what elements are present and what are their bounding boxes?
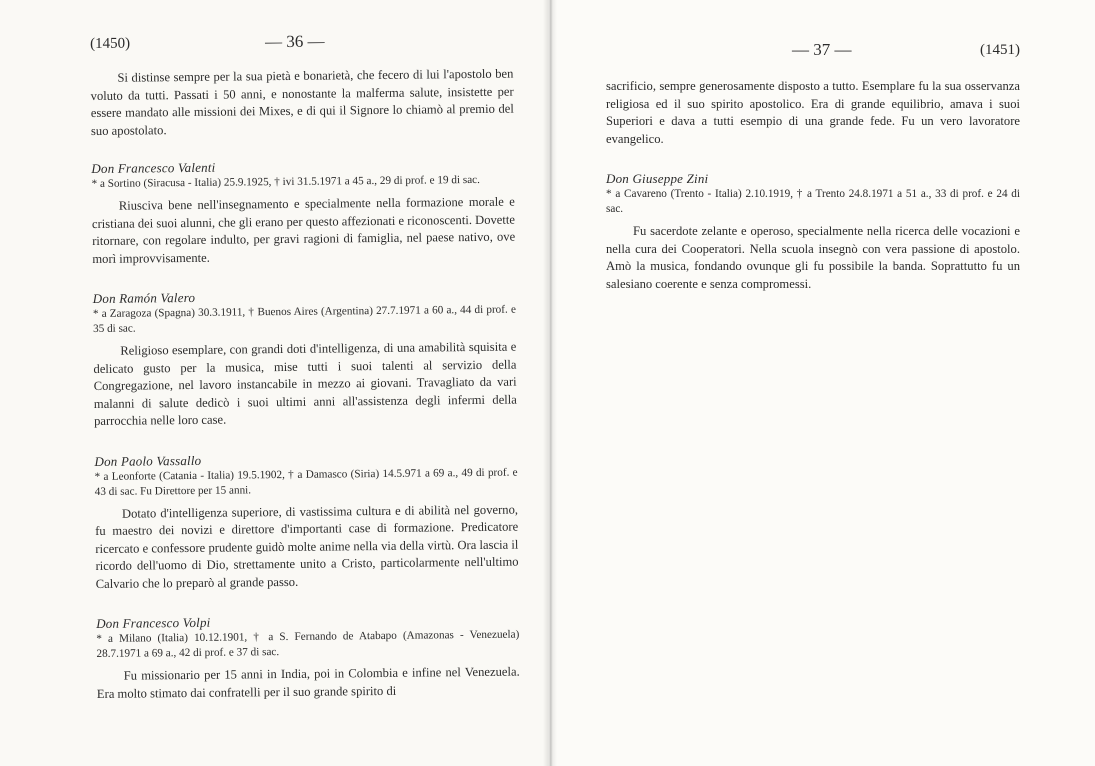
entry-name: Don Francesco Volpi [96, 614, 211, 631]
right-page-content [606, 40, 1020, 293]
right-page-header [606, 40, 1020, 66]
entry-text: Dotato d'intelligenza superiore, di vastissima cultura e di abilità nel governo, fu maestro dei novizi e direttore d'importanti case di formazione. Predicatore ricercato e confessore prudente guidò molte anime nella via della virtù. Ora lascia il ricordo dell'uomo di Dio, strettamente unito a Cristo, particolarmente nell'ultimo Calvario che lo preparò al grande passo. [95, 502, 519, 591]
entry-text: Fu missionario per 15 anni in India, poi in Colombia e infine nel Venezuela. Era molto stimato dai confratelli per il suo grande spirito di [96, 664, 520, 701]
entry-meta: * a Milano (Italia) 10.12.1901, † a S. Fernando de Atabapo (Amazonas - Venezuela) 28.7.1971 a 69 a., 42 di prof. e 37 di sac. [96, 628, 520, 660]
left-page-content [90, 32, 520, 703]
entry-meta: * a Cavareno (Trento - Italia) 2.10.1919, † a Trento 24.8.1971 a 51 a., 33 di prof. e 24 di sac. [606, 188, 1020, 215]
entry-text: Riusciva bene nell'insegnamento e specialmente nella formazione morale e cristiana dei suoi alunni, che gli erano per questo affezionati e riconoscenti. Dovette ritornare, con regolare indulto, per gravi ragioni di famiglia, nel paese nativo, ove morì improvvisamente. [91, 194, 516, 266]
obituary-entry-volpi [96, 611, 520, 703]
entry-name: Don Giuseppe Zini [606, 171, 709, 186]
left-page-number: — 36 — [264, 31, 325, 52]
obituary-entry-valenti [91, 156, 515, 268]
entry-meta: * a Zaragoza (Spagna) 30.3.1911, † Buenos Aires (Argentina) 27.7.1971 a 60 a., 44 di prof. e 35 di sac. [92, 303, 516, 335]
right-page [548, 0, 1095, 766]
right-page-year: (1451) [980, 42, 1020, 58]
entry-name: Don Francesco Valenti [91, 159, 216, 176]
right-page-intro: sacrificio, sempre generosamente disposto a tutto. Esemplare fu la sua osservanza religiosa ed il suo spirito apostolico. Era di grande equilibrio, amava i suoi Superiori e dava a tutti esempio di una grande fede. Fu un vero lavoratore evangelico. [606, 79, 1020, 146]
book-gutter [543, 0, 557, 766]
entry-name: Don Ramón Valero [92, 289, 196, 306]
entry-name: Don Paolo Vassallo [94, 452, 202, 469]
right-page-number: — 37 — [792, 40, 852, 59]
left-page-intro: Si distinse sempre per la sua pietà e bonarietà, che fecero di lui l'apostolo ben voluto da tutti. Passati i 50 anni, e nonostante la malferma salute, insistette per essere mandato alle missioni dei Mixes, e di qui il Signore lo chiamò al premio del suo apostolato. [90, 66, 514, 138]
left-page-year: (1450) [90, 35, 131, 52]
entry-text: Fu sacerdote zelante e operoso, specialmente nella ricerca delle vocazioni e nella cura dei Cooperatori. Nella scuola insegnò con vera passione di apostolo. Amò la musica, fondando ovunque gli fu possibile la banda. Soprattutto fu un salesiano coerente e senza compromessi. [606, 224, 1020, 291]
entry-meta: * a Leonforte (Catania - Italia) 19.5.1902, † a Damasco (Siria) 14.5.971 a 69 a., 49 di prof. e 43 di sac. Fu Direttore per 15 anni. [94, 466, 518, 498]
entry-text: Religioso esemplare, con grandi doti d'intelligenza, di una amabilità squisita e delicato gusto per la musica, mise tutti i suoi talenti al servizio della Congregazione, nel lavoro instancabile in mezzo ai giovani. Travagliato da vari malanni di salute dedicò i suoi ultimi anni all'assistenza degli infermi della parrocchia nelle loro case. [93, 339, 517, 428]
entry-meta: * a Sortino (Siracusa - Italia) 25.9.1925, † ivi 31.5.1971 a 45 a., 29 di prof. e 19 di sac. [91, 173, 480, 190]
left-page-header [90, 32, 513, 62]
obituary-entry-valero [93, 286, 517, 431]
obituary-entry-zini [606, 170, 1020, 293]
obituary-entry-vassallo [94, 448, 518, 593]
